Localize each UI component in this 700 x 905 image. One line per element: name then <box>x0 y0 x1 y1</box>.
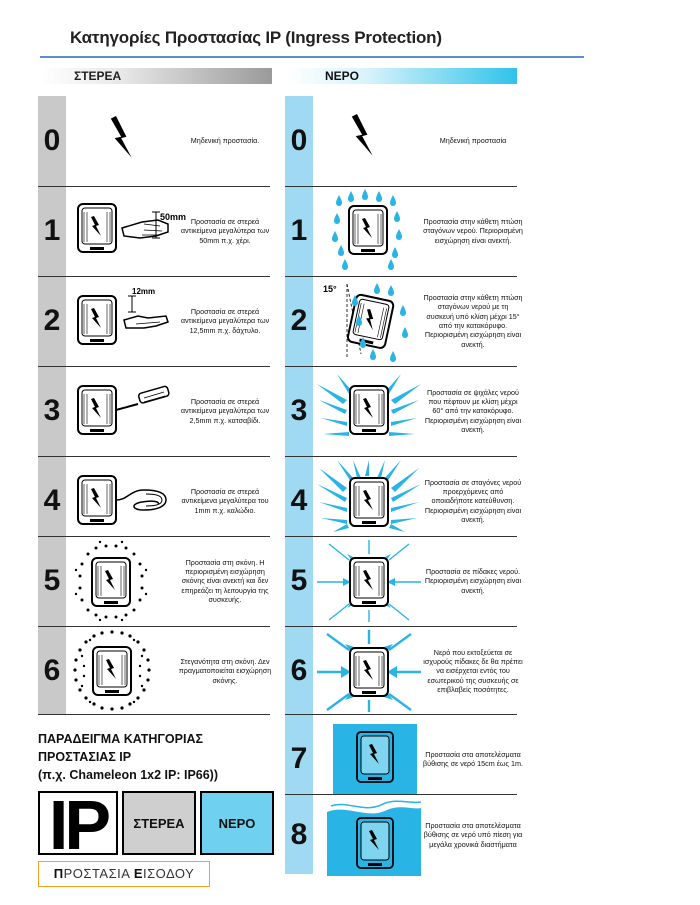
water-description: Προστασία στην κάθετη πτώση σταγόνων νερού. Περιορισμένη εισχώρηση είναι ανεκτή. <box>423 216 523 245</box>
ip-water-box: ΝΕΡΟ <box>200 791 274 855</box>
solid-level-number: 2 <box>43 304 61 337</box>
water-level-number: 7 <box>290 742 308 775</box>
solid-description: Προστασία σε στερεά αντικείμενα μεγαλύτερα των 50mm π.χ. χέρι. <box>180 216 270 245</box>
water-jets-icon <box>317 540 421 622</box>
caption-initial-p: Π <box>53 866 64 881</box>
water-description: Προστασία στην κάθετη πτώση σταγόνων νερού με τη συσκευή υπό κλίση μέχρι 15° από την κατακόρυφο. Περιορισμένη εισχώρηση είναι ανεκτή. <box>423 292 523 349</box>
water-row-4 <box>285 456 522 546</box>
water-level-number: 4 <box>290 484 308 517</box>
water-level-number: 2 <box>290 304 308 337</box>
screwdriver-icon <box>70 370 174 452</box>
water-description: Προστασία σε ψιχάλες νερού που πέφτουν με κλίση μέχρι 60° από την κατακόρυφο. Περιορισμένη εισχώρηση είναι ανεκτή. <box>424 387 522 435</box>
vertical-drops-icon <box>317 190 421 272</box>
header-water: ΝΕΡΟ <box>285 68 517 84</box>
solid-row-5 <box>38 536 270 626</box>
ip-caption <box>38 861 210 887</box>
dust-tight-icon <box>70 630 174 712</box>
wire-icon <box>70 460 174 542</box>
solid-description: Στεγανότητα στη σκόνη. Δεν πραγματοποιείται εισχώρηση σκόνης. <box>178 656 272 685</box>
solid-level-number: 5 <box>43 564 61 597</box>
solid-row-1 <box>38 186 270 276</box>
water-row-8 <box>285 790 523 880</box>
solid-level-number: 4 <box>43 484 61 517</box>
water-description: Προστασία σε πίδακες νερού. Περιορισμένη εισχώρηση είναι ανεκτή. <box>424 566 522 595</box>
water-description: Προστασία στα αποτελέσματα βύθισης σε νερό 15cm έως 1m. <box>423 749 523 768</box>
solid-level-number: 1 <box>43 214 61 247</box>
header-solids: ΣΤΕΡΕΑ <box>40 68 272 84</box>
no-protection-icon <box>70 100 174 182</box>
no-protection-icon <box>317 100 421 182</box>
water-level-number: 8 <box>290 818 308 851</box>
submersion-icon <box>317 794 421 876</box>
row-divider <box>38 714 270 715</box>
size-label: 50mm <box>160 212 187 222</box>
immersion-icon <box>317 718 421 800</box>
water-description: Προστασία σε σταγόνες νερού προερχόμενες από οποιαδήποτε κατεύθυνση. Περιορισμένη εισχώρηση είναι ανεκτή. <box>424 477 522 525</box>
solid-level-number: 3 <box>43 394 61 427</box>
water-row-5 <box>285 536 522 626</box>
water-level-number: 1 <box>290 214 308 247</box>
example-heading <box>38 730 278 784</box>
solid-row-2 <box>38 276 270 366</box>
powerful-jets-icon <box>317 630 421 712</box>
hand-icon <box>70 190 187 272</box>
size-label: 12mm <box>132 287 156 296</box>
water-description: Προστασία στα αποτελέσματα βύθισης σε νερό υπό πίεση για μεγάλα χρονικά διαστήματα <box>423 820 523 849</box>
caption-initial-e: Ε <box>133 866 143 881</box>
solid-description: Προστασία σε στερεά αντικείμενα μεγαλύτερα του 1mm π.χ. καλώδιο. <box>181 486 269 515</box>
water-level-number: 5 <box>290 564 308 597</box>
spray-icon <box>317 370 421 452</box>
ip-code-box: IP <box>38 791 118 855</box>
finger-icon <box>70 280 174 362</box>
water-row-6 <box>285 626 523 716</box>
dust-icon <box>70 540 174 622</box>
solid-row-3 <box>38 366 270 456</box>
water-row-3 <box>285 366 522 456</box>
water-level-number: 3 <box>290 394 308 427</box>
solid-row-6 <box>38 626 270 716</box>
solid-row-4 <box>38 456 270 546</box>
solid-description: Μηδενική προστασία. <box>190 136 260 146</box>
example-line-3: (π.χ. Chameleon 1x2 IP: IP66)) <box>38 768 219 783</box>
water-row-1 <box>285 186 523 276</box>
caption-part-2: ΙΣΟΔΟΥ <box>142 866 195 881</box>
solid-row-0 <box>38 96 270 186</box>
ip-solid-box: ΣΤΕΡΕΑ <box>122 791 196 855</box>
solid-level-number: 6 <box>43 654 61 687</box>
solid-description: Προστασία στη σκόνη. Η περιορισμένη εισχώρηση σκόνης είναι ανεκτή και δεν επηρεάζει τη λειτουργία της συσκευής. <box>181 557 269 605</box>
example-line-1: ΠΑΡΑΔΕΙΓΜΑ ΚΑΤΗΓΟΡΙΑΣ <box>38 732 203 746</box>
water-level-number: 0 <box>290 124 308 157</box>
solid-description: Προστασία σε στερεά αντικείμενα μεγαλύτερα των 12,5mm π.χ. δάχτυλο. <box>180 306 270 335</box>
water-description: Νερό που εκτοξεύεται σε ισχυρούς πίδακες δε θα πρέπει να εισέρχεται εντός του εσωτερικού της συσκευής σε επιβλαβείς ποσότητες. <box>423 647 523 695</box>
water-row-0 <box>285 96 517 186</box>
title-underline <box>40 56 584 58</box>
solid-level-number: 0 <box>43 124 61 157</box>
splash-icon <box>317 460 421 542</box>
tilted-drops-icon <box>317 280 421 362</box>
water-description: Μηδενική προστασία <box>439 136 507 146</box>
caption-part-1: ΡΟΣΤΑΣΙΑ <box>63 866 134 881</box>
water-row-2 <box>285 276 523 366</box>
example-line-2: ΠΡΟΣΤΑΣΙΑΣ IP <box>38 750 132 765</box>
angle-label: 15° <box>323 284 337 294</box>
solid-description: Προστασία σε στερεά αντικείμενα μεγαλύτερα των 2,5mm π.χ. κατσαβίδι. <box>180 396 270 425</box>
water-level-number: 6 <box>290 654 308 687</box>
page-title: Κατηγορίες Προστασίας IP (Ingress Protection) <box>70 28 442 47</box>
